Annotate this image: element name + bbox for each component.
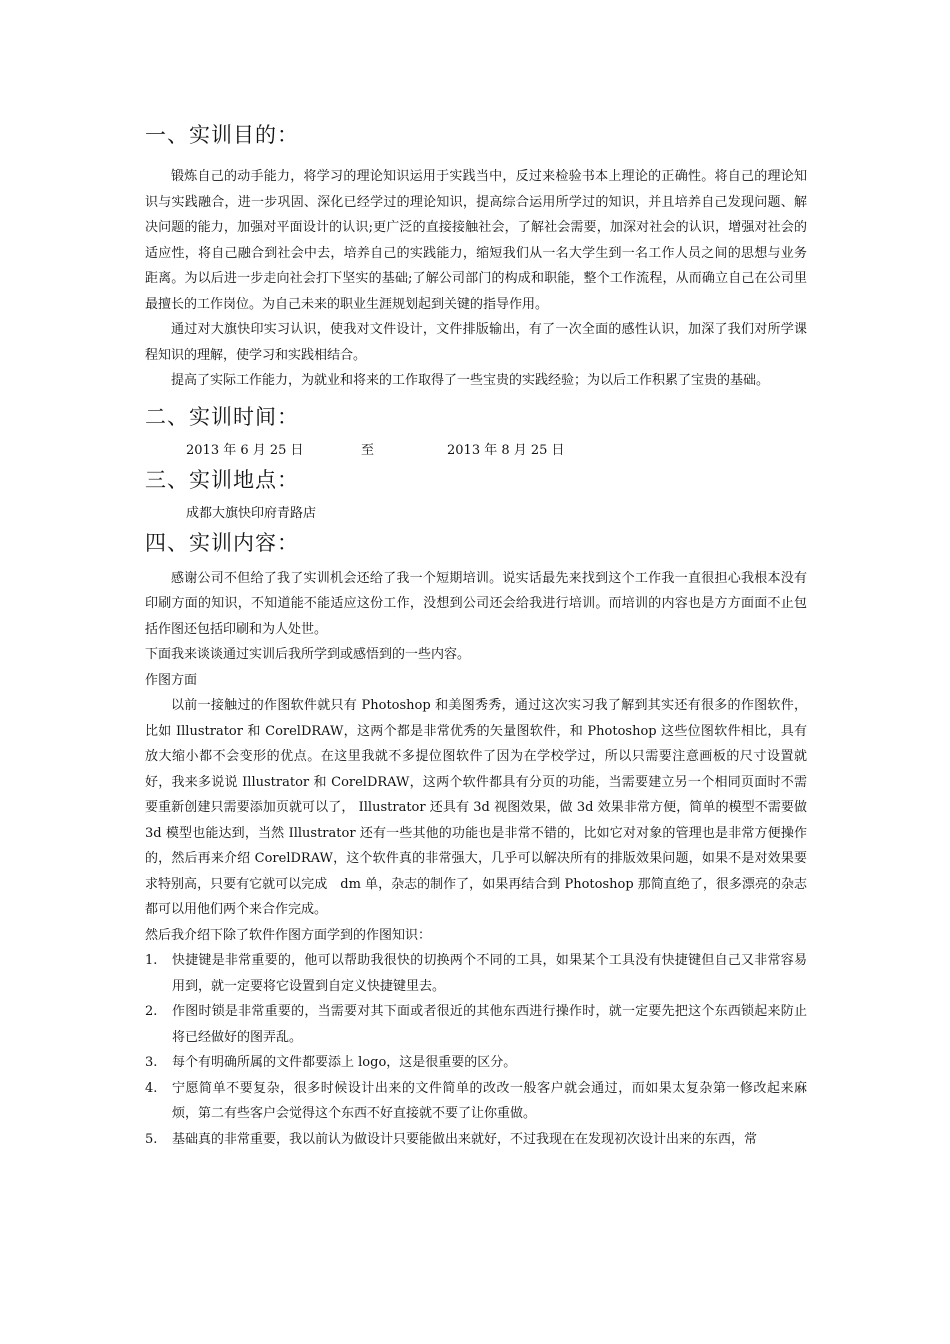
training-dates xyxy=(145,438,807,463)
heading-purpose: 一、实训目的： xyxy=(145,123,299,147)
date-separator: 至 xyxy=(361,442,375,458)
purpose-paragraph-2: 通过对大旗快印实习认识，使我对文件设计，文件排版输出，有了一次全面的感性认识，加深了我们对所学课程知识的理解，使学习和实践相结合。 xyxy=(145,322,807,363)
heading-time: 二、实训时间： xyxy=(145,404,299,429)
training-place: 成都大旗快印府青路店 xyxy=(186,505,317,521)
list-text: 宁愿简单不要复杂，很多时候设计出来的文件简单的改改一般客户就会通过，而如果太复杂第一修改起来麻烦，第二有些客户会觉得这个东西不好直接就不要了让你重做。 xyxy=(172,1080,807,1121)
list-item xyxy=(145,1127,807,1153)
end-date: 2013 年 8 月 25 日 xyxy=(447,442,565,458)
heading-location: 三、实训地点： xyxy=(145,467,299,492)
list-number: 5. xyxy=(145,1131,158,1147)
content-transition: 下面我来谈谈通过实训后我所学到或感悟到的一些内容。 xyxy=(145,647,471,662)
list-intro: 然后我介绍下除了软件作图方面学到的作图知识： xyxy=(145,927,432,943)
content-intro: 感谢公司不但给了我了实训机会还给了我一个短期培训。说实话最先来找到这个工作我一直很担心我根本没有印刷方面的知识，不知道能不能适应这份工作，没想到公司还会给我进行培训。而培训的内容也是方方面面不止包括作图还包括印刷和为人处世。 xyxy=(145,570,807,637)
list-number: 3. xyxy=(145,1055,158,1070)
start-date: 2013 年 6 月 25 日 xyxy=(186,442,304,458)
purpose-paragraph-1: 锻炼自己的动手能力，将学习的理论知识运用于实践当中，反过来检验书本上理论的正确性。将自己的理论知识与实践融合，进一步巩固、深化已经学过的理论知识，提高综合运用所学过的知识，并且培养自己发现问题、解决问题的能力，加强对平面设计的认识;更广泛的直接接触社会，了解社会需要，加深对社会的认识，增强对社会的适应性，将自己融合到社会中去，培养自己的实践能力，缩短我们从一名大学生到一名工作人员之间的思想与业务距离。为以后进一步走向社会打下坚实的基础;了解公司部门的构成和职能，整个工作流程，从而确立自己在公司里最擅长的工作岗位。为自己未来的职业生涯规划起到关键的指导作用。 xyxy=(145,169,807,312)
heading-content: 四、实训内容： xyxy=(145,530,299,555)
list-item xyxy=(145,1076,807,1127)
list-number: 4. xyxy=(145,1080,158,1096)
subheading-drawing: 作图方面 xyxy=(145,672,198,688)
list-text: 每个有明确所属的文件都要添上 logo，这是很重要的区分。 xyxy=(172,1055,517,1070)
list-number: 2. xyxy=(145,1004,158,1019)
software-paragraph: 以前一接触过的作图软件就只有 Photoshop 和美图秀秀，通过这次实习我了解到其实还有很多的作图软件，比如 Illustrator 和 CorelDRAW，这两个都是非常优秀的矢量图软件，和 Photoshop 这些位图软件相比，具有放大缩小都不会变形的优点。在这里我就不多提位图软件了因为在学校学过，所以只需要注意画板的尺寸设置就好，我来多说说 Illustrator 和 CorelDRAW，这两个软件都具有分页的功能，当需要建立另一个相同页面时不需要重新创建只需要添加页就可以了， Illustrator 还具有 3d 视图效果，做 3d 效果非常方便，简单的模型不需要做 3d 模型也能达到，当然 Illustrator 还有一些其他的功能也是非常不错的，比如它对对象的管理也是非常方便操作的，然后再来介绍 CorelDRAW，这个软件真的非常强大，几乎可以解决所有的排版效果问题，如果不是对效果要求特别高，只要有它就可以完成 dm 单，杂志的制作了，如果再结合到 Photoshop 那简直绝了，很多漂亮的杂志都可以用他们两个来合作完成。 xyxy=(145,698,807,917)
knowledge-list xyxy=(145,948,807,1152)
list-item xyxy=(145,999,807,1050)
purpose-paragraph-3: 提高了实际工作能力，为就业和将来的工作取得了一些宝贵的实践经验；为以后工作积累了宝贵的基础。 xyxy=(171,373,770,388)
list-item xyxy=(145,1050,807,1076)
document-body xyxy=(145,118,807,1152)
list-text: 快捷键是非常重要的，他可以帮助我很快的切换两个不同的工具，如果某个工具没有快捷键但自己又非常容易用到，就一定要将它设置到自定义快捷键里去。 xyxy=(172,953,807,994)
list-text: 作图时锁是非常重要的，当需要对其下面或者很近的其他东西进行操作时，就一定要先把这个东西锁起来防止将已经做好的图弄乱。 xyxy=(172,1004,807,1045)
list-number: 1. xyxy=(145,953,158,968)
list-text: 基础真的非常重要，我以前认为做设计只要能做出来就好，不过我现在在发现初次设计出来的东西，常 xyxy=(172,1131,758,1147)
list-item xyxy=(145,948,807,999)
